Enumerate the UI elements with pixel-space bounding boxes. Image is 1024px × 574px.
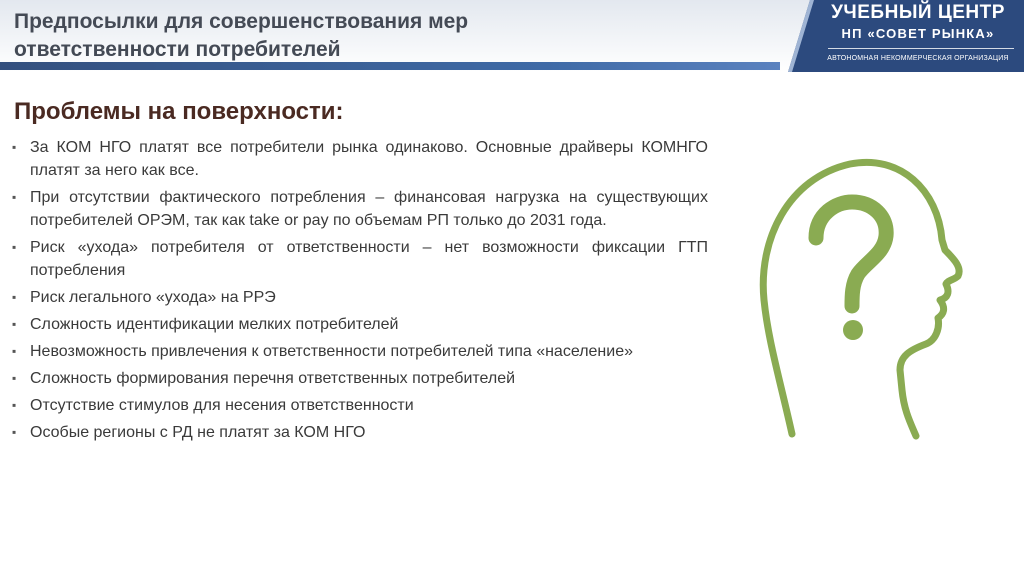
logo-subtitle: НП «СОВЕТ РЫНКА» [841, 26, 995, 41]
logo [788, 0, 1024, 72]
bullet-item [10, 367, 708, 390]
bullet-marker-icon: ▪ [12, 371, 17, 385]
page-title [14, 8, 714, 64]
bullet-text: Невозможность привлечения к ответственности потребителей типа «население» [30, 343, 633, 360]
logo-divider [828, 48, 1014, 49]
section-heading: Проблемы на поверхности: [14, 98, 344, 125]
bullet-item [10, 136, 708, 182]
bullet-marker-icon: ▪ [12, 398, 17, 412]
head-question-icon [740, 150, 970, 440]
page-title-line-2: ответственности потребителей [14, 38, 341, 61]
bullet-item [10, 421, 708, 444]
bullet-text: При отсутствии фактического потребления – финансовая нагрузка на существующих потребителей ОРЭМ, так как take or pay по объемам РП только до 2031 года. [30, 189, 708, 229]
bullet-marker-icon: ▪ [12, 290, 17, 304]
bullet-item [10, 286, 708, 309]
bullet-marker-icon: ▪ [12, 140, 17, 154]
logo-caption: АВТОНОМНАЯ НЕКОММЕРЧЕСКАЯ ОРГАНИЗАЦИЯ [827, 55, 1009, 62]
header-rule [0, 62, 780, 70]
bullet-text: Особые регионы с РД не платят за КОМ НГО [30, 424, 366, 441]
page-title-line-1: Предпосылки для совершенствования мер [14, 10, 469, 33]
bullet-text: Сложность формирования перечня ответственных потребителей [30, 370, 516, 387]
bullet-item [10, 186, 708, 232]
bullet-list [10, 136, 708, 448]
bullet-text: Риск легального «ухода» на РРЭ [30, 289, 276, 306]
bullet-item [10, 394, 708, 417]
bullet-text: Риск «ухода» потребителя от ответственности – нет возможности фиксации ГТП потребления [30, 239, 708, 279]
logo-title: УЧЕБНЫЙ ЦЕНТР [831, 2, 1005, 23]
bullet-item [10, 236, 708, 282]
bullet-item [10, 313, 708, 336]
bullet-item [10, 340, 708, 363]
question-mark-dot [843, 320, 863, 340]
bullet-marker-icon: ▪ [12, 425, 17, 439]
bullet-marker-icon: ▪ [12, 240, 17, 254]
bullet-text: За КОМ НГО платят все потребители рынка одинаково. Основные драйверы КОМНГО платят за него как все. [30, 139, 708, 179]
bullet-text: Отсутствие стимулов для несения ответственности [30, 397, 414, 414]
bullet-marker-icon: ▪ [12, 317, 17, 331]
bullet-marker-icon: ▪ [12, 190, 17, 204]
question-mark-curve [816, 202, 886, 306]
bullet-text: Сложность идентификации мелких потребителей [30, 316, 399, 333]
bullet-marker-icon: ▪ [12, 344, 17, 358]
